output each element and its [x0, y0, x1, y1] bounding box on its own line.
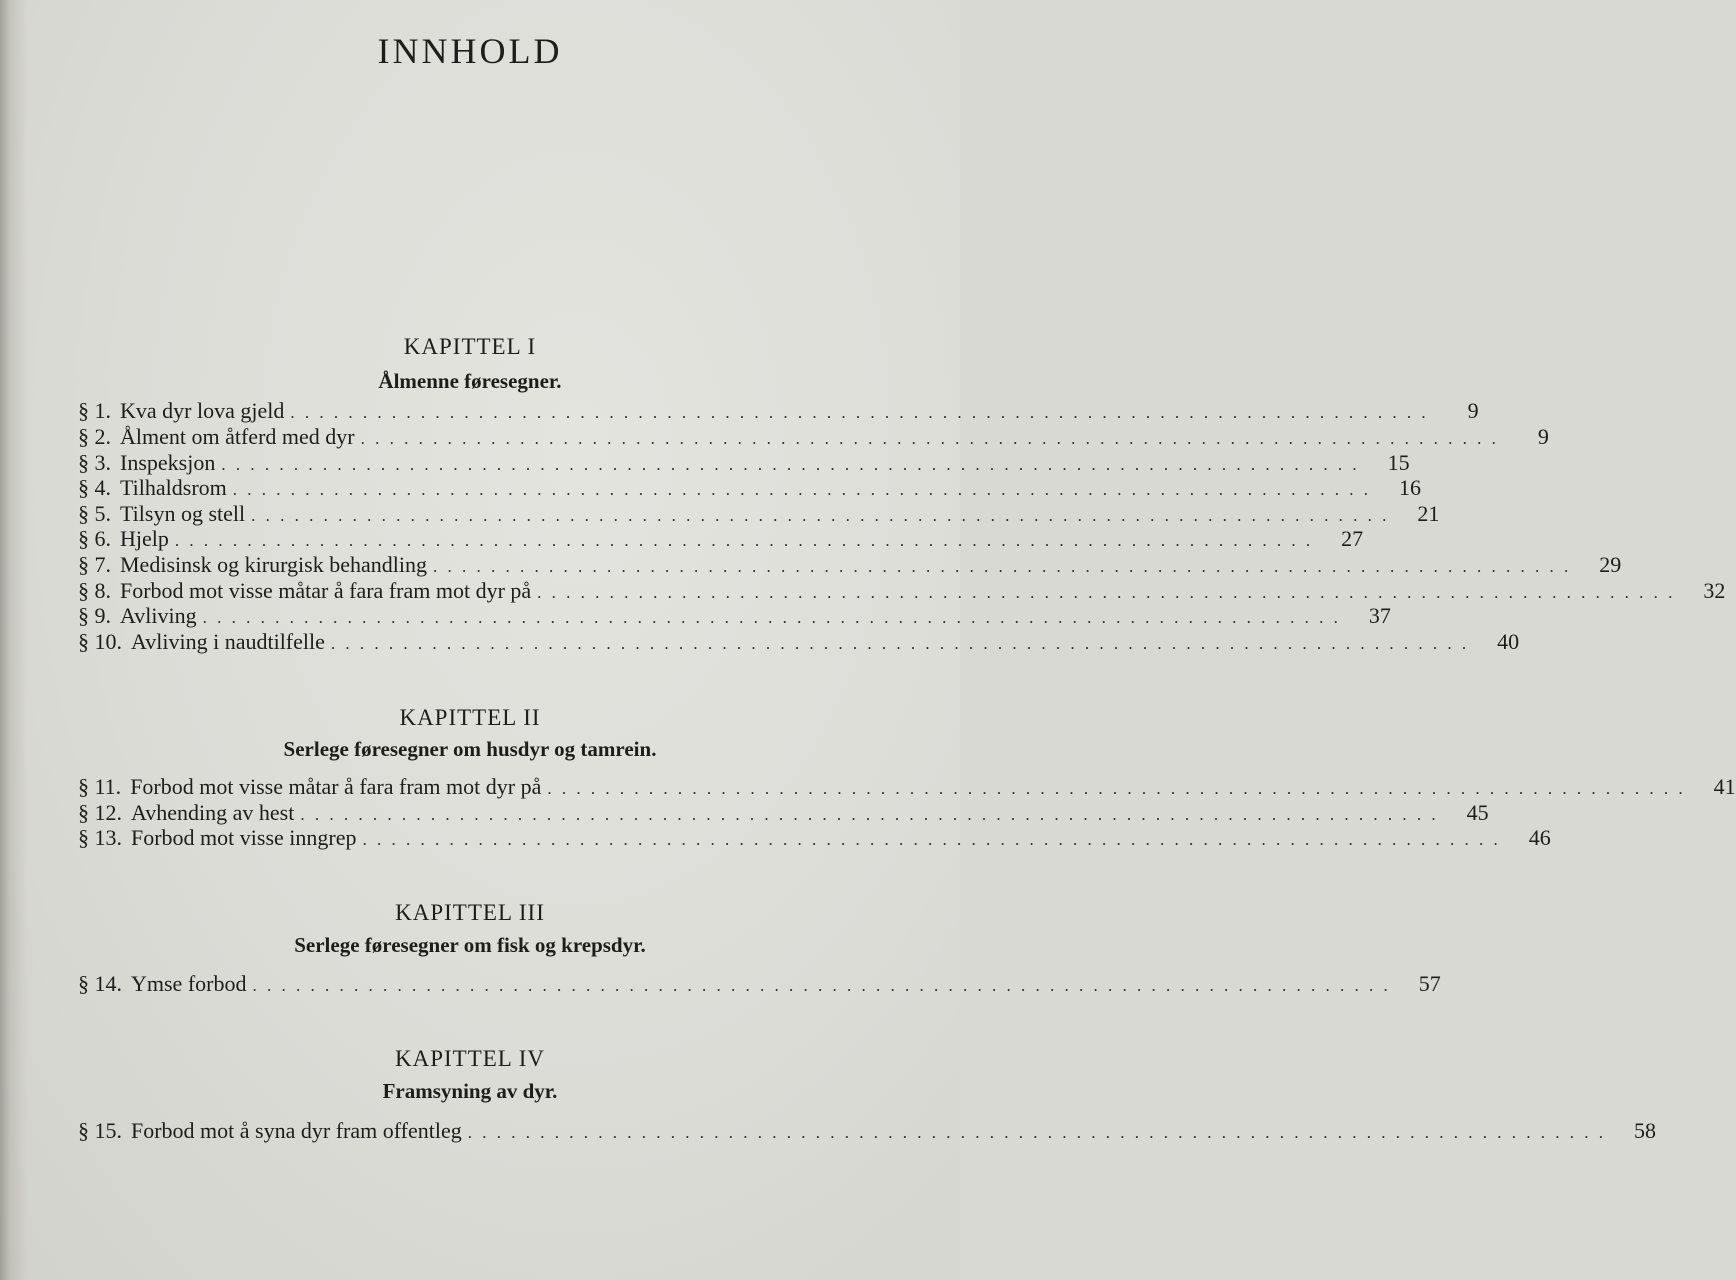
dot-leader: . . . . . . . . . . . . . . . . . . . . . . . . . . . . . . . . . . . . . . . . . . . . . . . . . . . . . . . . . . . . . . . . . . . . . . . . . . . . . . . — [290, 403, 1429, 422]
section-number: § 12. — [78, 800, 122, 825]
dot-leader: . . . . . . . . . . . . . . . . . . . . . . . . . . . . . . . . . . . . . . . . . . . . . . . . . . . . . . . . . . . . . . . . . . . . . . . . . . . . . . . — [547, 779, 1686, 798]
chapter-heading: KAPITTEL IV — [394, 1046, 546, 1071]
section-title: Avliving — [120, 603, 197, 628]
dot-leader: . . . . . . . . . . . . . . . . . . . . . . . . . . . . . . . . . . . . . . . . . . . . . . . . . . . . . . . . . . . . . . . . . . . . . . . . . . . . . . . — [360, 429, 1499, 448]
section-title: Forbod mot visse måtar å fara fram mot dyr på — [120, 578, 532, 603]
section-title: Ymse forbod — [131, 971, 247, 996]
dot-leader: . . . . . . . . . . . . . . . . . . . . . . . . . . . . . . . . . . . . . . . . . . . . . . . . . . . . . . . . . . . . . . . . . . . . . . . . . . . . . . . — [251, 506, 1390, 525]
toc-entry — [78, 450, 1410, 476]
page-number: 27 — [1341, 526, 1364, 551]
section-number: § 9. — [78, 603, 111, 628]
section-number: § 13. — [78, 825, 122, 850]
section-title: Hjelp — [120, 526, 169, 551]
section-title: Ålment om åtferd med dyr — [120, 424, 355, 449]
section-title: Forbod mot visse måtar å fara fram mot dyr på — [130, 774, 542, 799]
page-number: 29 — [1599, 552, 1622, 577]
dot-leader: . . . . . . . . . . . . . . . . . . . . . . . . . . . . . . . . . . . . . . . . . . . . . . . . . . . . . . . . . . . . . . . . . . . . . . . . . . . . . . . — [537, 583, 1676, 602]
toc-entry — [78, 629, 1520, 655]
toc-entry — [78, 774, 1736, 800]
page-number: 41 — [1713, 774, 1736, 799]
chapter-heading: KAPITTEL I — [403, 334, 537, 359]
section-number: § 6. — [78, 526, 111, 551]
dot-leader: . . . . . . . . . . . . . . . . . . . . . . . . . . . . . . . . . . . . . . . . . . . . . . . . . . . . . . . . . . . . . . . . . . . . . . . . . . . . . . . — [362, 830, 1501, 849]
page-title: INNHOLD — [377, 31, 563, 71]
page-number: 9 — [1537, 424, 1549, 449]
section-number: § 5. — [78, 501, 111, 526]
dot-leader: . . . . . . . . . . . . . . . . . . . . . . . . . . . . . . . . . . . . . . . . . . . . . . . . . . . . . . . . . . . . . . . . . . . . . . . . . . . . . . . — [174, 531, 1314, 550]
page-number: 45 — [1466, 800, 1489, 825]
section-number: § 4. — [78, 475, 111, 500]
section-title: Forbod mot å syna dyr fram offentleg — [131, 1118, 462, 1143]
toc-entry — [78, 800, 1489, 826]
dot-leader: . . . . . . . . . . . . . . . . . . . . . . . . . . . . . . . . . . . . . . . . . . . . . . . . . . . . . . . . . . . . . . . . . . . . . . . . . . . . . . . — [221, 455, 1360, 474]
page-number: 21 — [1417, 501, 1440, 526]
section-title: Medisinsk og kirurgisk behandling — [120, 552, 427, 577]
toc-entry — [78, 552, 1622, 578]
page-number: 32 — [1703, 578, 1726, 603]
page-number: 9 — [1467, 398, 1479, 423]
section-title: Tilsyn og stell — [120, 501, 246, 526]
section-number: § 15. — [78, 1118, 122, 1143]
chapter-heading: KAPITTEL III — [395, 900, 545, 925]
section-number: § 1. — [78, 398, 111, 423]
toc-entry — [78, 424, 1549, 450]
page-number: 37 — [1368, 603, 1391, 628]
page-number: 46 — [1528, 825, 1551, 850]
section-number: § 3. — [78, 450, 111, 475]
page-number: 57 — [1418, 971, 1441, 996]
section-title: Avhending av hest — [131, 800, 295, 825]
toc-entry — [78, 398, 1479, 424]
section-number: § 10. — [78, 629, 122, 654]
section-number: § 7. — [78, 552, 111, 577]
section-number: § 8. — [78, 578, 111, 603]
toc-entry — [78, 971, 1441, 997]
dot-leader: . . . . . . . . . . . . . . . . . . . . . . . . . . . . . . . . . . . . . . . . . . . . . . . . . . . . . . . . . . . . . . . . . . . . . . . . . . . . . . . — [300, 805, 1439, 824]
section-title: Forbod mot visse inngrep — [131, 825, 357, 850]
chapter-subtitle: Framsyning av dyr. — [382, 1079, 558, 1103]
section-title: Avliving i naudtilfelle — [131, 629, 325, 654]
toc-entry — [78, 825, 1551, 851]
dot-leader: . . . . . . . . . . . . . . . . . . . . . . . . . . . . . . . . . . . . . . . . . . . . . . . . . . . . . . . . . . . . . . . . . . . . . . . . . . . . . . . — [467, 1123, 1606, 1142]
page-number: 40 — [1497, 629, 1520, 654]
chapter-subtitle: Serlege føresegner om husdyr og tamrein. — [283, 737, 657, 761]
chapter-subtitle: Ålmenne føresegner. — [378, 369, 562, 393]
section-title: Inspeksjon — [120, 450, 216, 475]
toc-entry — [78, 526, 1364, 552]
section-title: Tilhaldsrom — [120, 475, 227, 500]
toc-entry — [78, 501, 1440, 527]
dot-leader: . . . . . . . . . . . . . . . . . . . . . . . . . . . . . . . . . . . . . . . . . . . . . . . . . . . . . . . . . . . . . . . . . . . . . . . . . . . . . . . — [232, 480, 1372, 499]
toc-entry — [78, 578, 1726, 604]
section-number: § 2. — [78, 424, 111, 449]
section-number: § 11. — [78, 774, 122, 799]
toc-entry — [78, 475, 1422, 501]
toc-entry — [78, 603, 1391, 629]
dot-leader: . . . . . . . . . . . . . . . . . . . . . . . . . . . . . . . . . . . . . . . . . . . . . . . . . . . . . . . . . . . . . . . . . . . . . . . . . . . . . . . — [202, 608, 1341, 627]
section-number: § 14. — [78, 971, 122, 996]
chapter-subtitle: Serlege føresegner om fisk og krepsdyr. — [294, 933, 646, 957]
section-title: Kva dyr lova gjeld — [120, 398, 285, 423]
dot-leader: . . . . . . . . . . . . . . . . . . . . . . . . . . . . . . . . . . . . . . . . . . . . . . . . . . . . . . . . . . . . . . . . . . . . . . . . . . . . . . . — [432, 557, 1572, 576]
page-number: 16 — [1399, 475, 1422, 500]
toc-entry — [78, 1118, 1656, 1144]
dot-leader: . . . . . . . . . . . . . . . . . . . . . . . . . . . . . . . . . . . . . . . . . . . . . . . . . . . . . . . . . . . . . . . . . . . . . . . . . . . . . . . — [330, 634, 1470, 653]
page-number: 15 — [1387, 450, 1410, 475]
page-number: 58 — [1634, 1118, 1656, 1143]
dot-leader: . . . . . . . . . . . . . . . . . . . . . . . . . . . . . . . . . . . . . . . . . . . . . . . . . . . . . . . . . . . . . . . . . . . . . . . . . . . . . . . — [252, 976, 1391, 995]
chapter-heading: KAPITTEL II — [399, 705, 541, 730]
